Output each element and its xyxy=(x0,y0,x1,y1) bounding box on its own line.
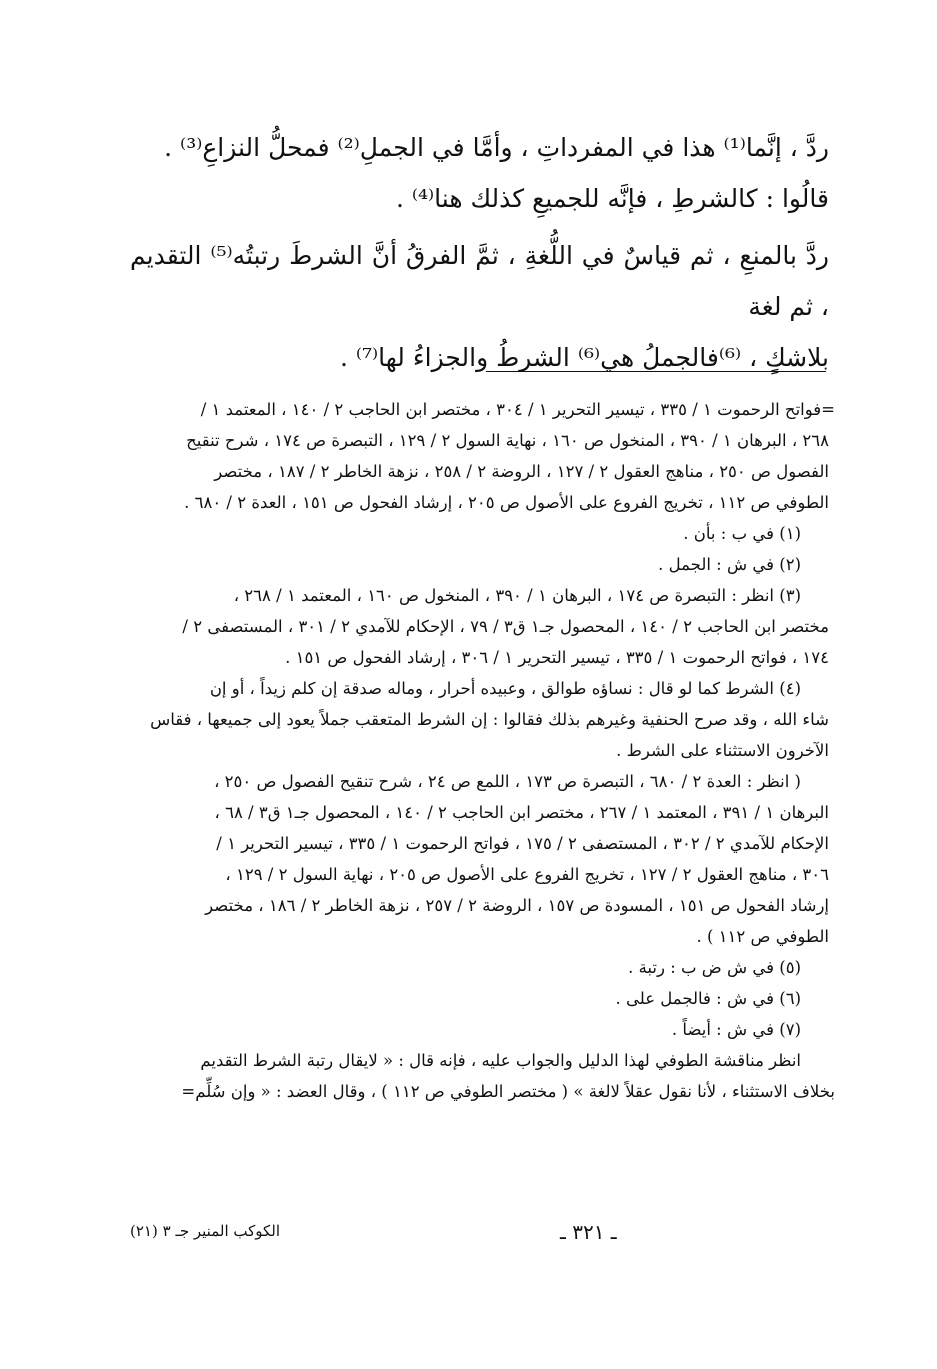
footnote-line: انظر مناقشة الطوفي لهذا الدليل والجواب عليه ، فإنه قال : « لايقال رتبة الشرط التقديم xyxy=(200,1051,801,1070)
footnote-line: (٤) الشرط كما لو قال : نساؤه طوالق ، وعبيده أحرار ، وماله صدقة إن كلم زيداً ، أو إن xyxy=(209,679,801,698)
page-footer xyxy=(130,1220,829,1250)
footnote-separator xyxy=(486,371,826,372)
footnote-line: الإحكام للآمدي ٢ / ٣٠٢ ، المستصفى ٢ / ١٧٥ ، فواتح الرحموت ١ / ٣٣٥ ، تيسير التحرير ١ / xyxy=(216,834,829,853)
footnote-line: البرهان ١ / ٣٩١ ، المعتمد ١ / ٢٦٧ ، مختصر ابن الحاجب ٢ / ١٤٠ ، المحصول جـ١ ق٣ / ٦٨ ، xyxy=(214,803,829,822)
footnote-line: (٦) في ش : فالجمل على . xyxy=(615,989,801,1008)
footnote-line: شاء الله ، وقد صرح الحنفية وغيرهم بذلك فقالوا : إن الشرط المتعقب جملاً يعود إلى جميعها ، فقاس xyxy=(150,710,829,729)
main-line: بلاشكٍ ، ⁽⁶⁾فالجملُ هي⁽⁶⁾ الشرطُ والجزاءُ لها⁽⁷⁾ . xyxy=(339,343,829,372)
footnote-line: الفصول ص ٢٥٠ ، مناهج العقول ٢ / ١٢٧ ، الروضة ٢ / ٢٥٨ ، نزهة الخاطر ٢ / ١٨٧ ، مختصر xyxy=(214,462,829,481)
footnote-line: بخلاف الاستثناء ، لأنا نقول عقلاً لالغة » ( مختصر الطوفي ص ١١٢ ) ، وقال العضد : « وإن سُلِّم= xyxy=(181,1082,835,1101)
book-source-label: الكوكب المنير جـ ٣ (٢١) xyxy=(130,1222,281,1240)
footnote-line: (٧) في ش : أيضاً . xyxy=(671,1020,801,1039)
footnote-line: إرشاد الفحول ص ١٥١ ، المسودة ص ١٥٧ ، الروضة ٢ / ٢٥٧ ، نزهة الخاطر ٢ / ١٨٦ ، مختصر xyxy=(205,896,829,915)
footnote-line: الآخرون الاستثناء على الشرط . xyxy=(616,741,829,760)
footnote-line: =فواتح الرحموت ١ / ٣٣٥ ، تيسير التحرير ١ / ٣٠٤ ، مختصر ابن الحاجب ٢ / ١٤٠ ، المعتمد ١ / xyxy=(200,400,835,419)
footnote-line: (٥) في ش ض ب : رتبة . xyxy=(628,958,801,977)
page-number: ـ ٣٢١ ـ xyxy=(560,1220,617,1244)
footnote-line: الطوفي ص ١١٢ ) . xyxy=(696,927,829,946)
footnote-line: ( انظر : العدة ٢ / ٦٨٠ ، التبصرة ص ١٧٣ ، اللمع ص ٢٤ ، شرح تنقيح الفصول ص ٢٥٠ ، xyxy=(214,772,801,791)
footnote-line: ٢٦٨ ، البرهان ١ / ٣٩٠ ، المنخول ص ١٦٠ ، نهاية السول ٢ / ١٢٩ ، التبصرة ص ١٧٤ ، شرح تنقيح xyxy=(186,431,829,450)
main-text xyxy=(130,122,829,383)
footnote-line: الطوفي ص ١١٢ ، تخريج الفروع على الأصول ص ٢٠٥ ، إرشاد الفحول ص ١٥١ ، العدة ٢ / ٦٨٠ . xyxy=(184,493,829,512)
main-line: ردَّ ، إنَّما⁽¹⁾ هذا في المفرداتِ ، وأمَّا في الجملِ⁽²⁾ فمحلُّ النزاعِ⁽³⁾ . xyxy=(164,133,829,162)
main-line: قالُوا : كالشرطِ ، فإنَّه للجميعِ كذلك هنا⁽⁴⁾ . xyxy=(395,184,829,213)
footnote-line: (٣) انظر : التبصرة ص ١٧٤ ، البرهان ١ / ٣٩٠ ، المنخول ص ١٦٠ ، المعتمد ١ / ٢٦٨ ، xyxy=(233,586,801,605)
footnotes xyxy=(130,394,835,1107)
footnote-line: ١٧٤ ، فواتح الرحموت ١ / ٣٣٥ ، تيسير التحرير ١ / ٣٠٦ ، إرشاد الفحول ص ١٥١ . xyxy=(285,648,829,667)
footnote-line: مختصر ابن الحاجب ٢ / ١٤٠ ، المحصول جـ١ ق٣ / ٧٩ ، الإحكام للآمدي ٢ / ٣٠١ ، المستصفى ٢ / xyxy=(182,617,829,636)
footnote-line: (١) في ب : بأن . xyxy=(683,524,801,543)
footnote-line: ٣٠٦ ، مناهج العقول ٢ / ١٢٧ ، تخريج الفروع على الأصول ص ٢٠٥ ، نهاية السول ٢ / ١٢٩ ، xyxy=(225,865,829,884)
main-line: ردَّ بالمنعِ ، ثم قياسٌ في اللُّغةِ ، ثمَّ الفرقُ أنَّ الشرطَ رتبتُه⁽⁵⁾ التقديم ، ثم لغة xyxy=(130,241,829,321)
footnote-line: (٢) في ش : الجمل . xyxy=(658,555,801,574)
